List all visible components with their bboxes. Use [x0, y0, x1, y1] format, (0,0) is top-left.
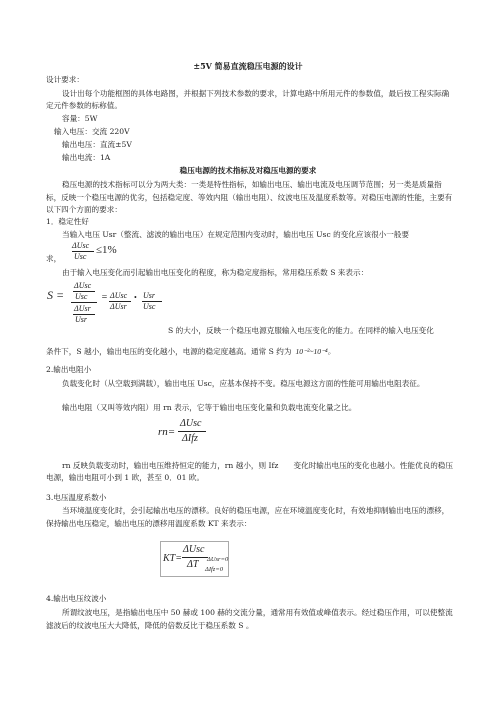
item3-paragraph-a: 当环境温度变化时，会引起输出电压的漂移。良好的稳压电源，应在环境温度变化时，有效地抑制输出电压的漂移，保持输出电压稳定，输出电压的漂移用温度系数 KT 来表示：: [46, 506, 450, 528]
formula1-relation: ≤1%: [96, 244, 117, 256]
formula3-denominator: ΔIfz: [182, 433, 198, 444]
formula2-d-usc-2: ΔUsc: [110, 291, 128, 300]
item2-paragraph-b: 输出电阻（又叫等效内阻）用 rn 表示，它等于输出电压变化量和负载电流变化量之比。: [62, 403, 357, 412]
formula4-condition-1: ΔUsr=0: [207, 556, 229, 563]
item2-heading: 2.输出电阻小: [46, 365, 92, 374]
formula4-lhs: KT=: [163, 553, 182, 564]
capacity-text: 容量：5W: [62, 114, 98, 123]
item1-paragraph-a: 当输入电压 Usr（整流、滤波的输出电压）在规定范围内变动时，输出电压 Usc 的变化应该很小一般要: [62, 230, 410, 239]
formula4-fraction-bar: [182, 557, 208, 558]
page-title: ±5V 简易直流稳压电源的设计: [193, 61, 303, 71]
formula2-dot: •: [134, 293, 137, 302]
formula2-d-usr: ΔUsr: [74, 304, 91, 313]
requirements-heading: 设计要求：: [46, 75, 84, 84]
item3-heading: 3.电压温度系数小: [46, 493, 107, 502]
item4-paragraph-a: 所谓纹波电压，是指输出电压中 50 赫或 100 赫的交流分量，通常用有效值或峰值表示。经过稳压作用，可以使整流滤波后的纹波电压大大降低，降低的倍数反比于稳压系数 S 。: [46, 608, 453, 630]
formula3-fraction-bar: [178, 431, 206, 432]
formula3-numerator: ΔUsc: [180, 418, 202, 429]
input-voltage-text: 输入电压：交流 220V: [54, 127, 130, 136]
formula2-main-bar: [71, 302, 97, 303]
formula4-denominator: ΔT: [187, 559, 199, 570]
item1-paragraph-b: 由于输入电压变化而引起输出电压变化的程度，称为稳定度指标，常用稳压系数 S 来表示：: [62, 268, 369, 277]
formula3-lhs: rn=: [158, 426, 176, 438]
section-heading: 稳压电源的技术指标及对稳压电源的要求: [179, 166, 317, 175]
formula2-usr-2: Usr: [143, 291, 156, 300]
formula1-denominator: Usc: [74, 252, 87, 261]
formula2-d-usc: ΔUsc: [74, 281, 92, 290]
item4-heading: 4.输出电压纹波小: [46, 594, 107, 603]
formula2-lhs: S =: [47, 288, 65, 302]
item2-paragraph-c: rn 反映负载变动时，输出电压维持恒定的能力，rn 越小，则 Ifz 变化时输出电压的变化也越小。性能优良的稳压电源，输出电阻可小到 1 欧，甚至 0．01 欧。: [46, 461, 453, 482]
formula1-numerator: ΔUsc: [72, 241, 90, 250]
item1-heading: 1．稳定性好: [46, 217, 89, 226]
output-voltage-text: 输出电压：直流±5V: [62, 140, 132, 149]
formula2-equals: =: [101, 292, 108, 303]
formula2-usc: Usc: [75, 292, 88, 301]
formula2-d-usr-2: ΔUsr: [110, 302, 127, 311]
formula2-usr: Usr: [75, 315, 88, 324]
formula2-usc-2: Usc: [143, 302, 156, 311]
formula4-numerator: ΔUsc: [183, 544, 205, 555]
intro-paragraph: 稳压电源的技术指标可以分为两大类：一类是特性指标，如输出电压、输出电流及电压调节范围；另一类是质量指标，反映一个稳压电源的优劣，包括稳定度、等效内阻（输出电阻）、纹波电压及温度系数等。对稳压电源的性能，主要有以下四个方面的要求：: [46, 180, 453, 215]
item1-paragraph-d: 条件下，S 越小，输出电压的变化越小，电源的稳定度越高。通常 S 约为 10⁻²~10⁻⁴。: [46, 347, 336, 356]
item2-paragraph-a: 负载变化时（从空载到满载），输出电压 Usc，应基本保持不变。稳压电源这方面的性能可用输出电阻表征。: [62, 379, 425, 388]
item1-paragraph-c: S 的大小，反映一个稳压电源克服输入电压变化的能力。在同样的输入电压变化: [168, 326, 434, 335]
item1-paragraph-a-end: 求，: [46, 254, 62, 263]
formula4-condition-2: ΔIfz=0: [205, 566, 223, 573]
stability-range: 10⁻²~10⁻⁴。: [295, 347, 336, 356]
output-current-text: 输出电流：1A: [62, 153, 111, 162]
requirements-paragraph: 设计出每个功能框图的具体电路图，并根据下列技术参数的要求，计算电路中所用元件的参数值，最后按工程实际确定元件参数的标称值。: [46, 89, 450, 110]
